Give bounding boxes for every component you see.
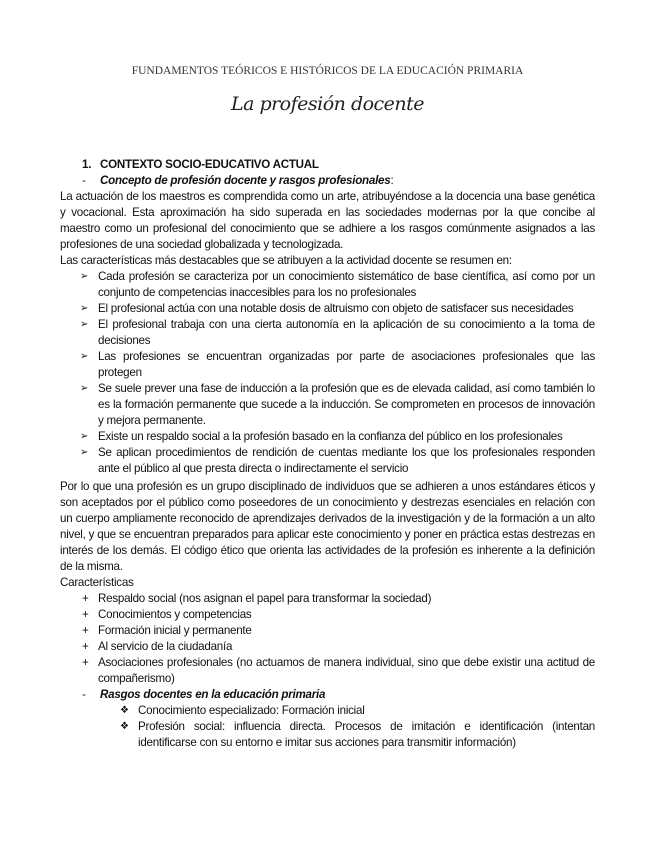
list-item-text: Asociaciones profesionales (no actuamos de manera individual, sino que debe existir una actitud de compañerismo) [98,656,595,685]
plus-bullet-icon: + [82,608,89,621]
list-item-text: Conocimiento especializado: Formación inicial [138,704,365,717]
plus-list [60,591,595,687]
arrow-bullet-icon: ➢ [80,271,89,282]
list-item-text: El profesional trabaja con una cierta autonomía en la aplicación de su conocimiento a la toma de decisiones [98,318,595,347]
list-item-text: Se aplican procedimientos de rendición de cuentas mediante los que los profesionales responden ante el público al que presta directa o indirectamente el servicio [98,446,595,475]
arrow-bullet-icon: ➢ [80,351,89,362]
diamond-bullet-icon: ❖ [120,705,129,716]
list-item [60,381,595,429]
dash-bullet: - [82,688,86,701]
list-item [60,429,595,445]
document-title: La profesión docente [230,93,425,115]
list-item-text: El profesional actúa con una notable dosis de altruismo con objeto de satisfacer sus necesidades [98,302,574,315]
diamond-list [60,703,595,751]
list-item-text: Respaldo social (nos asignan el papel para transformar la sociedad) [98,592,432,605]
colon: : [390,174,394,187]
plus-bullet-icon: + [82,656,89,669]
diamond-bullet-icon: ❖ [120,721,129,732]
list-item [60,349,595,381]
subsection-heading-traits [60,687,595,703]
list-item-text: Formación inicial y permanente [98,624,252,637]
list-item [60,703,595,719]
list-item [60,623,595,639]
list-item [60,301,595,317]
arrow-bullet-icon: ➢ [80,383,89,394]
plus-bullet-icon: + [82,592,89,605]
list-item [60,639,595,655]
list-item-text: Las profesiones se encuentran organizadas por parte de asociaciones profesionales que las protegen [98,350,595,379]
subsection-label: Rasgos docentes en la educación primaria [100,688,326,701]
list-item [60,607,595,623]
list-item-text: Existe un respaldo social a la profesión basado en la confianza del público en los profesionales [98,430,563,443]
list-item [60,269,595,301]
list-item-text: Profesión social: influencia directa. Procesos de imitación e identificación (intentan identificarse con su entorno e imitar sus acciones para transmitir información) [138,720,595,749]
characteristics-label: Características [60,576,134,589]
arrow-bullet-icon: ➢ [80,319,89,330]
document-header: FUNDAMENTOS TEÓRICOS E HISTÓRICOS DE LA EDUCACIÓN PRIMARIA [131,65,524,77]
list-item [60,445,595,477]
list-intro: Las características más destacables que se atribuyen a la actividad docente se resumen en: [60,254,512,267]
arrow-list [60,269,595,477]
paragraph-definition: Por lo que una profesión es un grupo disciplinado de individuos que se adhieren a unos estándares éticos y son aceptados por el público como poseedores de un conocimiento y destrezas esenciales en relación con un cuerpo ampliamente reconocido de aprendizajes derivados de la investigación y de la formación a un alto nivel, y que se encuentran preparados para aplicar este conocimiento y poner en práctica estas destrezas en interés de los demás. El código ético que orienta las actividades de la profesión es inherente a la definición de la misma. [60,480,595,573]
section-heading [60,157,595,173]
plus-bullet-icon: + [82,640,89,653]
list-item [60,591,595,607]
arrow-bullet-icon: ➢ [80,303,89,314]
document-body [60,157,595,751]
list-item-text: Al servicio de la ciudadanía [98,640,233,653]
list-item-text: Conocimientos y competencias [98,608,252,621]
section-label: CONTEXTO SOCIO-EDUCATIVO ACTUAL [100,158,319,171]
dash-bullet: - [82,174,86,187]
section-number: 1. [82,158,92,171]
list-item [60,719,595,751]
plus-bullet-icon: + [82,624,89,637]
paragraph-intro: La actuación de los maestros es comprendida como un arte, atribuyéndose a la docencia una base genética y vocacional. Esta aproximación ha sido superada en las sociedades modernas por la que concibe al maestro como un profesional del conocimiento que se adhiere a los rasgos comúnmente asignados a las profesiones de una sociedad globalizada y tecnologizada. [60,190,595,251]
list-item-text: Se suele prever una fase de inducción a la profesión que es de elevada calidad, así como también lo es la formación permanente que sucede a la inducción. Se comprometen en procesos de innovación y mejora permanente. [98,382,595,427]
list-item-text: Cada profesión se caracteriza por un conocimiento sistemático de base científica, así como por un conjunto de competencias inaccesibles para los no profesionales [98,270,595,299]
arrow-bullet-icon: ➢ [80,447,89,458]
subsection-label: Concepto de profesión docente y rasgos profesionales [100,174,391,187]
list-item [60,655,595,687]
list-item [60,317,595,349]
subsection-heading-concept [60,173,595,189]
arrow-bullet-icon: ➢ [80,431,89,442]
